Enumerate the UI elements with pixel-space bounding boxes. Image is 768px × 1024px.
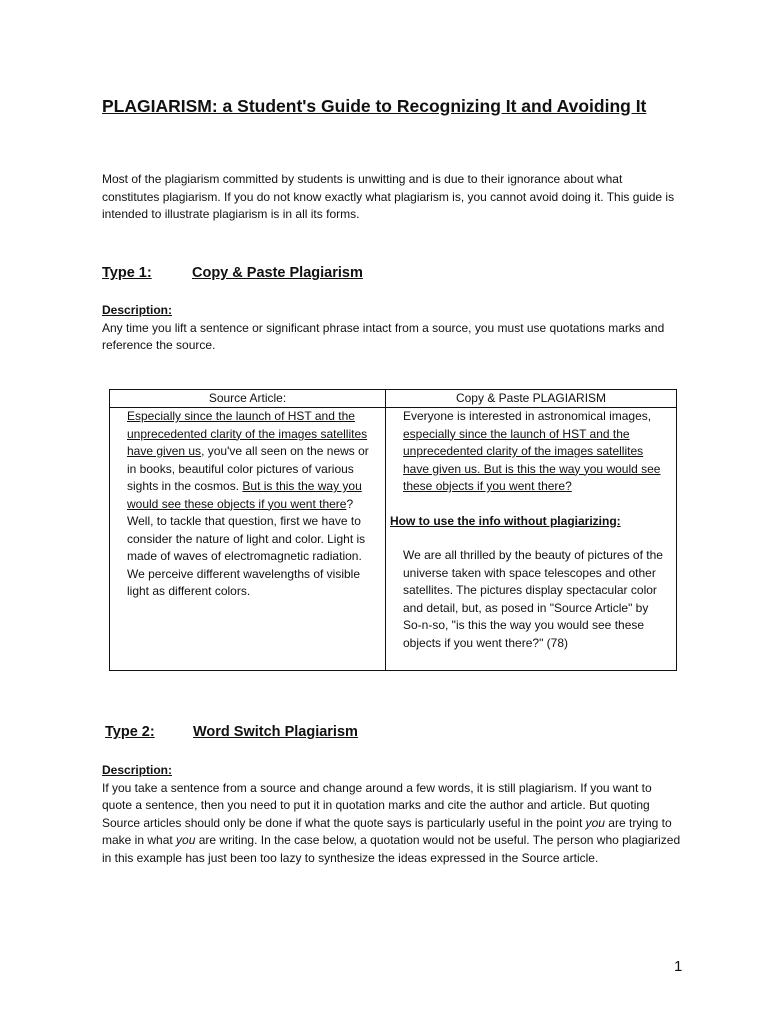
source-article-cell: [110, 408, 386, 671]
type1-description-label: Description:: [102, 303, 173, 317]
type2-heading: [105, 724, 358, 740]
intro-paragraph: Most of the plagiarism committed by students is unwitting and is due to their ignorance about what constitutes plagiarism. If you do not know exactly what plagiarism is, you cannot avoid doing it. This guide is intended to illustrate plagiarism is in all its forms.: [102, 172, 675, 221]
type2-description: [102, 762, 682, 867]
table-header-copy: Copy & Paste PLAGIARISM: [386, 390, 677, 408]
type1-name: Copy & Paste Plagiarism: [192, 265, 363, 281]
type2-desc-b: are trying to make in what: [102, 815, 672, 847]
copy-paste-cell: [386, 408, 677, 671]
source-text-1: , you've all seen on the news or in books, beautiful color pictures of various sights in the cosmos.: [127, 444, 369, 493]
type1-heading: [102, 265, 363, 281]
type1-description-text: Any time you lift a sentence or significant phrase intact from a source, you must use quotations marks and reference the source.: [102, 320, 665, 352]
copy-underlined-1: especially since the launch of HST and the unprecedented clarity of the images satellites have given us. But is this the way you would see these objects if you went there?: [403, 426, 661, 493]
source-text-2: ? Well, to tackle that question, first we have to consider the nature of light and color. Light is made of waves of electromagnetic radiation. We perceive different wavelengths of visible light as different colors.: [127, 496, 366, 598]
type2-name: Word Switch Plagiarism: [193, 724, 358, 740]
source-underlined-2: But is this the way you would see these objects if you went there: [127, 479, 362, 511]
source-underlined-1: Especially since the launch of HST and the unprecedented clarity of the images satellites have given us: [127, 409, 368, 458]
howto-heading: How to use the info without plagiarizing:: [390, 513, 621, 528]
page-title: PLAGIARISM: a Student's Guide to Recognizing It and Avoiding It: [102, 96, 647, 116]
type1-label: Type 1:: [102, 265, 152, 281]
type2-desc-a: If you take a sentence from a source and change around a few words, it is still plagiarism. If you want to quote a sentence, then you need to put it in quotation marks and cite the author and article. But quoting Source articles should only be done if what the quote says is particularly useful in the point: [102, 780, 652, 830]
type2-desc-you-2: you: [176, 833, 196, 847]
type2-description-label: Description:: [102, 763, 173, 777]
copy-text-1: Everyone is interested in astronomical images,: [403, 409, 652, 423]
type2-desc-c: are writing. In the case below, a quotation would not be useful. The person who plagiarized in this example has just been too lazy to synthesize the ideas expressed in the Source article.: [102, 833, 681, 865]
page-number: 1: [674, 958, 683, 975]
paraphrase-example: We are all thrilled by the beauty of pictures of the universe taken with space telescopes and other satellites. The pictures display spectacular color and detail, but, as posed in "Source Article" by So-n-so, "is this the way you would see these objects if you went there?" (78): [403, 548, 663, 650]
comparison-table: [109, 389, 677, 671]
type1-description: [102, 302, 682, 355]
table-header-source: Source Article:: [110, 390, 386, 408]
type2-desc-you-1: you: [585, 815, 605, 830]
copy-paste-example: [390, 408, 670, 496]
type2-label: Type 2:: [105, 724, 155, 740]
